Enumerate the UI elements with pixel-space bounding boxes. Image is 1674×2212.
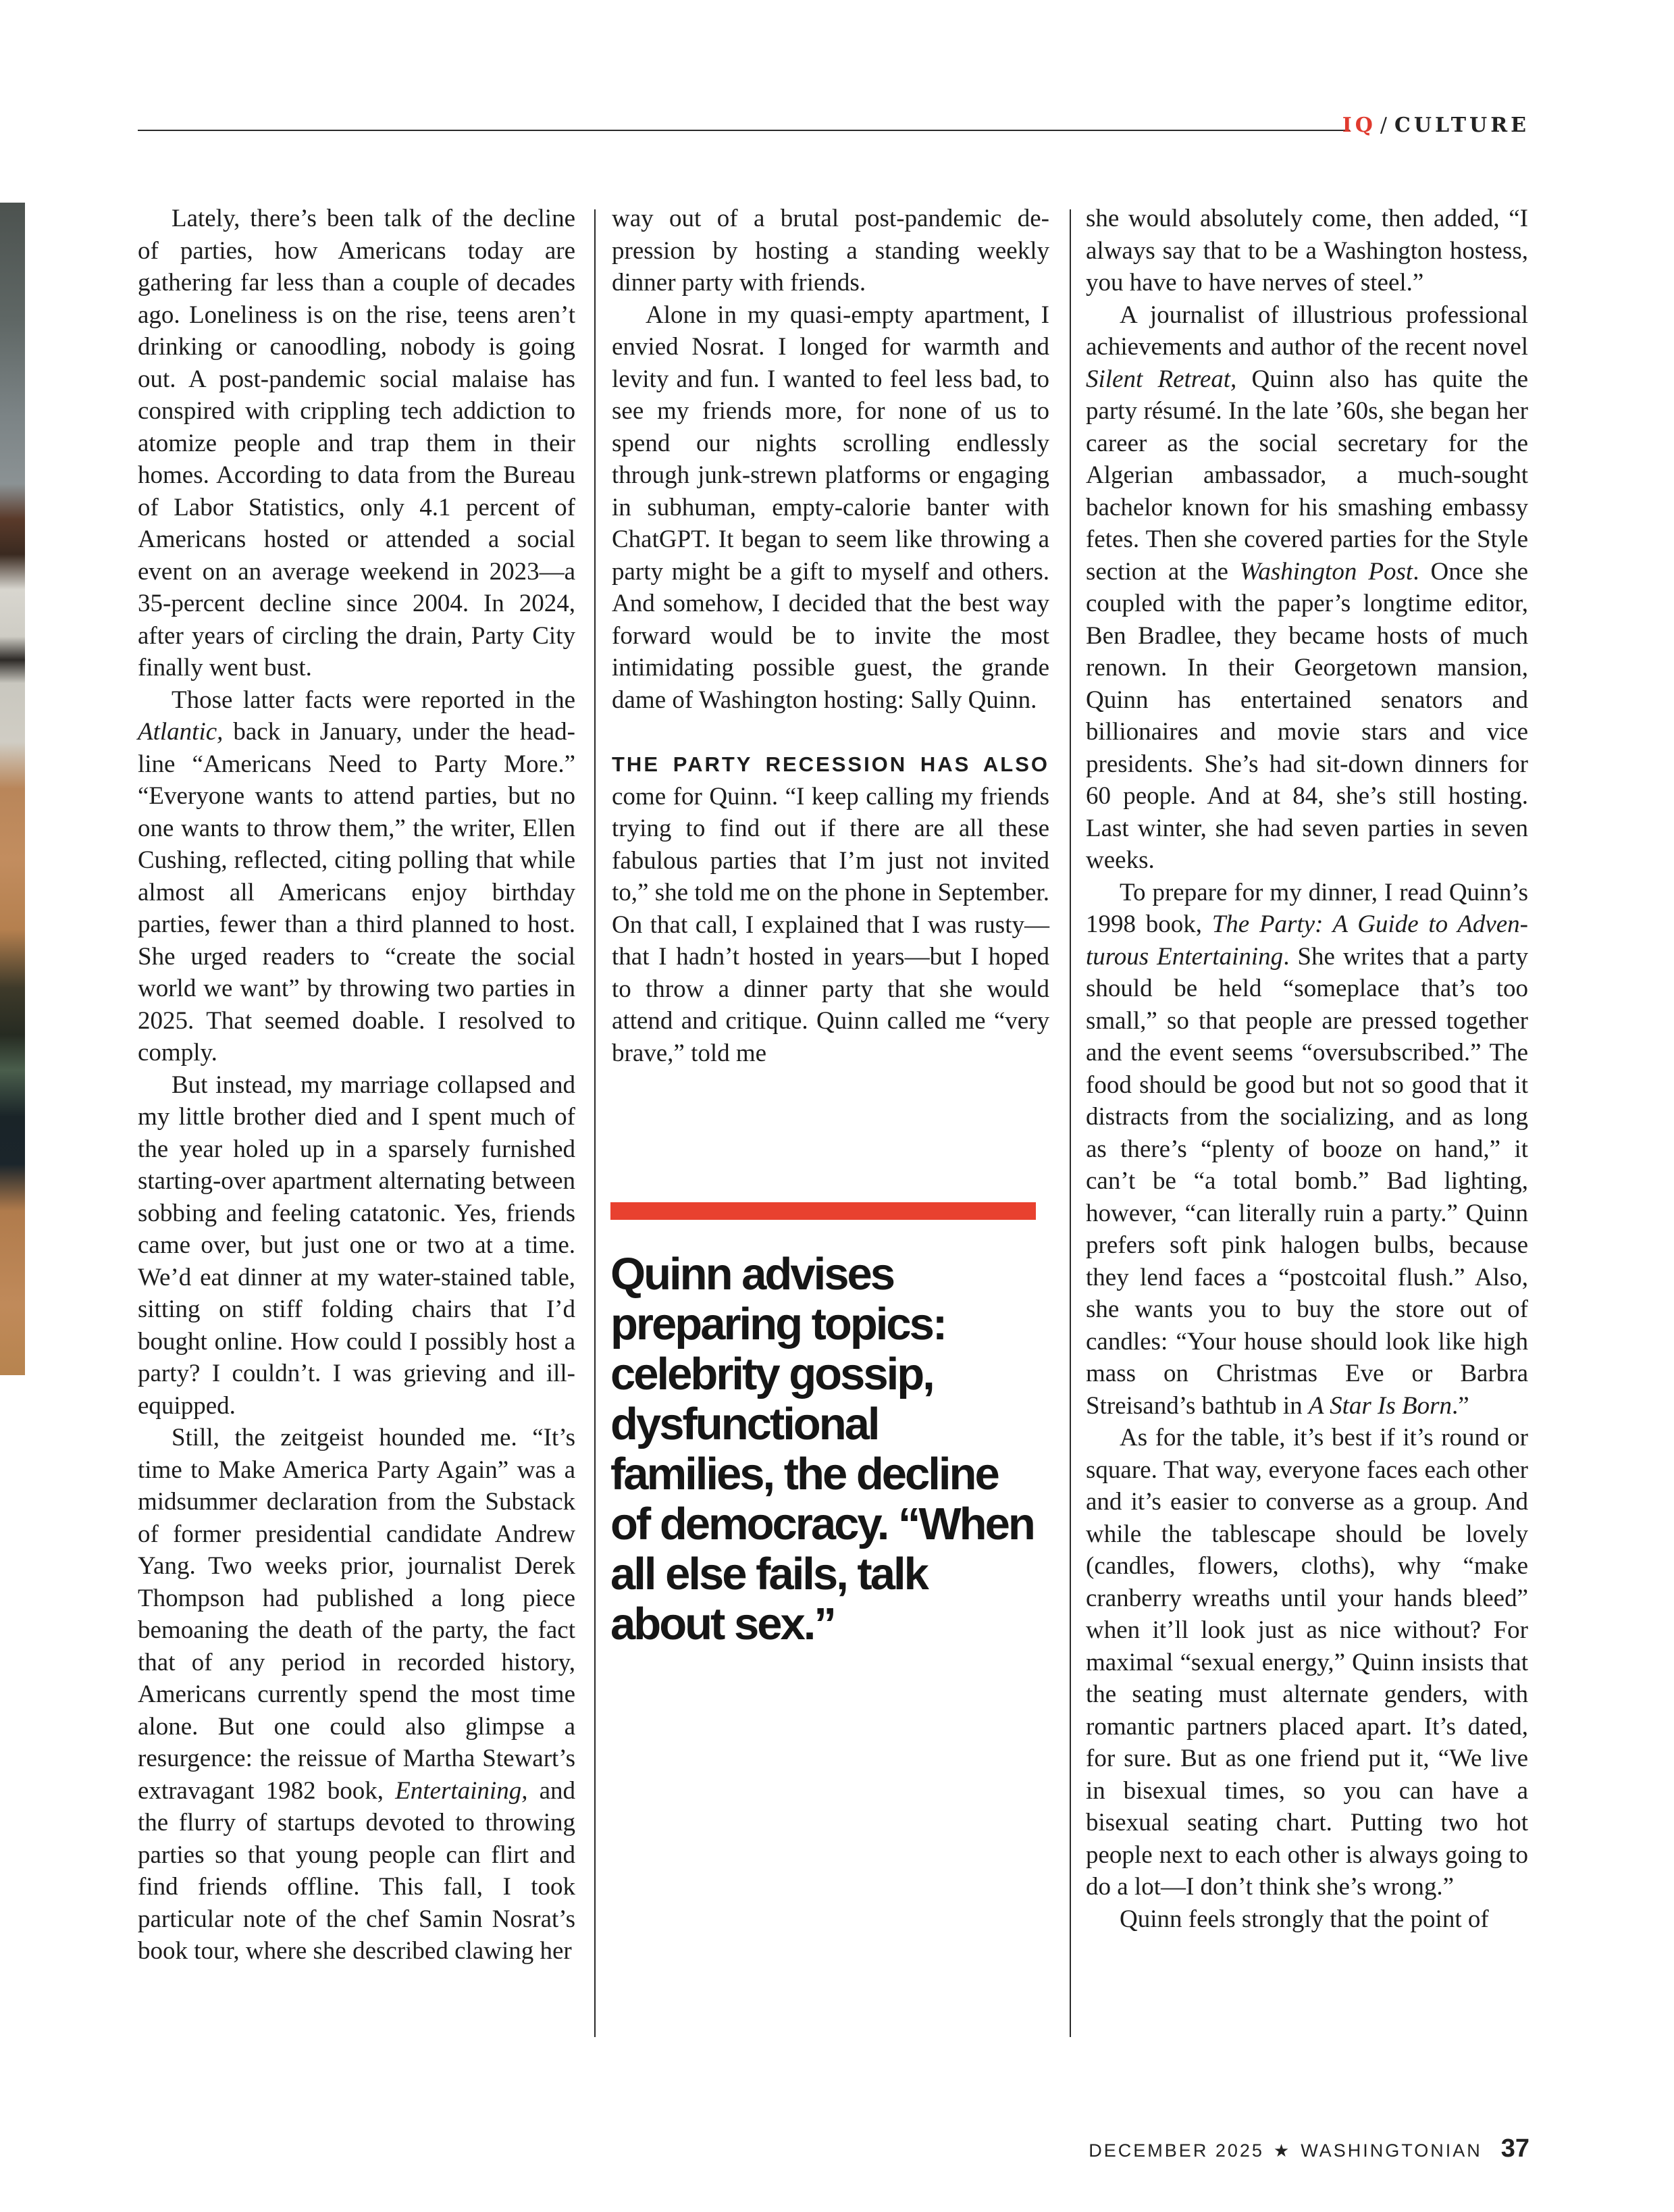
paragraph xyxy=(1086,299,1528,877)
column-1 xyxy=(138,203,575,1967)
pull-quote-accent-bar xyxy=(610,1202,1036,1220)
text: back in January, under the headline “Americans Need to Party More.” “Everyone wants to attend parties, but no one wants to throw them,” the writer, Ellen Cushing, reflected, citing polling that while almost all Americans enjoy birthday parties, fewer than a third planned to host. She urged readers to “create the social world we want” by throwing two parties in 2025. That seemed doable. I resolved to comply. xyxy=(138,718,575,1066)
photo-edge xyxy=(0,203,25,1375)
section-break xyxy=(612,716,1049,748)
text: .” xyxy=(1452,1391,1469,1420)
column-3 xyxy=(1086,203,1528,1935)
running-head xyxy=(138,108,1529,135)
folio xyxy=(1089,2134,1529,2163)
text: . She writes that a party should be held “someplace that’s too small,” so that people are pressed together and the event seems “oversubscribed.” The food should be good but not so good that it distracts from the socializing, and as long as there’s “plenty of booze on hand,” it can’t be “a total bomb.” Bad lighting, however, “can literally ruin a party.” Quinn prefers soft pink halogen bulbs, because they lend faces a “postcoital flush.” Also, she wants you to buy the store out of candles: “Your house should look like high mass on Christmas Eve or Barbra Streisand’s bathtub in xyxy=(1086,942,1528,1420)
text: . Once she coupled with the paper’s longtime editor, Ben Bradlee, they became hosts of much renown. In their Georgetown mansion, Quinn has entertained senators and billionaires and movie stars and vice presidents. She’s had sit-down dinners for 60 people. And at 84, she’s still hosting. Last winter, she had seven parties in seven weeks. xyxy=(1086,557,1528,874)
section-label xyxy=(1342,113,1529,137)
text: and the flurry of startups devoted to throwing parties so that young people can flirt and find friends offline. This fall, I took particular note of the chef Samin Nosrat’s book tour, where she described clawing her xyxy=(138,1776,575,1965)
paragraph xyxy=(612,748,1049,1069)
text: A journalist of illustrious professional achievements and author of the recent novel xyxy=(1086,301,1528,361)
pull-quote: Quinn advises preparing topics: celebrity gossip, dysfunctional families, the decline of democracy. “When all else fails, talk about sex.” xyxy=(610,1249,1034,1649)
publication-name: WASHINGTONIAN xyxy=(1301,2140,1482,2161)
paragraph xyxy=(1086,877,1528,1422)
text: Still, the zeitgeist hounded me. “It’s time to Make America Party Again” was a midsummer declaration from the Substack of former presidential candidate Andrew Yang. Two weeks prior, journalist Derek Thompson had published a long piece bemoaning the death of the party, the fact that of any period in recorded history, Americans currently spend the most time alone. But one could also glimpse a resurgence: the reissue of Martha Stewart’s extravagant 1982 book, xyxy=(138,1424,575,1805)
publication-title: Washington Post xyxy=(1239,557,1413,586)
header-rule xyxy=(138,130,1350,131)
paragraph: But instead, my marriage collapsed and my little brother died and I spent much of the year holed up in a sparsely furnished starting-over apartment alternating between sobbing and feeling catatonic. Yes, friends came over, but just one or two at a time. We’d eat dinner at my water-stained table, sitting on stiff folding chairs that I’d bought online. How could I possibly host a party? I couldn’t. I was grieving and ill-equipped. xyxy=(138,1071,575,1420)
paragraph xyxy=(138,684,575,1069)
column-2 xyxy=(612,203,1049,1069)
section-name: CULTURE xyxy=(1394,113,1529,137)
book-title: The Party: A Guide to Adventurous Entertaining xyxy=(1086,910,1528,971)
book-title: Silent Retreat, xyxy=(1086,365,1237,393)
film-title: A Star Is Born xyxy=(1308,1391,1452,1420)
paragraph: she would absolutely come, then added, “I always say that to be a Washington hostess, you have to have nerves of steel.” xyxy=(1086,205,1528,297)
paragraph xyxy=(138,1422,575,1967)
paragraph: Lately, there’s been talk of the decline of parties, how Americans today are gathering far less than a couple of decades ago. Loneliness is on the rise, teens aren’t drinking or canoodling, nobody is going out. A post-pandemic social malaise has conspired with crippling tech addiction to atomize people and trap them in their homes. According to data from the Bureau of Labor Statistics, only 4.1 percent of Americans hosted or attended a social event on an average weekend in 2023—a 35-percent decline since 2004. In 2024, after years of circling the drain, Party City finally went bust. xyxy=(138,205,575,681)
text: To prepare for my dinner, I read Quinn’s 1998 book, xyxy=(1086,878,1528,938)
paragraph: Alone in my quasi-empty apartment, I envied Nosrat. I longed for warmth and levity and fun. I wanted to feel less bad, to see my friends more, for none of us to spend our nights scrolling endlessly through junk-strewn platforms or engaging in subhuman, empty-calorie banter with ChatGPT. It began to seem like throwing a party might be a gift to myself and others. And somehow, I decided that the best way forward would be to invite the most intimidating possible guest, the grande dame of Washington hosting: Sally Quinn. xyxy=(612,301,1049,714)
book-title: Entertaining, xyxy=(395,1776,528,1805)
star-icon: ★ xyxy=(1273,2140,1292,2161)
text: Those latter facts were reported in the xyxy=(172,686,575,714)
column-rule xyxy=(1070,209,1071,2037)
text: Quinn also has quite the party résumé. In the late ’60s, she began her career as the social secretary for the Algerian ambassador, a much-sought bachelor known for his smashing embassy fetes. Then she covered parties for the Style section at the xyxy=(1086,365,1529,586)
issue-date: DECEMBER 2025 xyxy=(1089,2140,1264,2161)
paragraph: As for the table, it’s best if it’s round or square. That way, everyone faces each other and it’s easier to converse as a group. And while the tablescape should be lovely (candles, flowers, cloths), why “make cranberry wreaths until your hands bleed” when it’ll look just as nice without? For maximal “sexual energy,” Quinn insists that the seating must alternate genders, with romantic partners placed apart. It’s dated, for sure. But as one friend put it, “We live in bisexual times, so you can have a bisexual seating chart. Putting two hot people next to each other is always going to do a lot—I don’t think she’s wrong.” xyxy=(1086,1424,1528,1901)
section-separator: / xyxy=(1380,113,1391,137)
page-number: 37 xyxy=(1500,2134,1529,2163)
paragraph: way out of a brutal post-pandemic depression by hosting a standing weekly dinner party with friends. xyxy=(612,205,1049,297)
section-lead-in: THE PARTY RECESSION HAS ALSO xyxy=(612,752,1049,776)
publication-title: Atlantic, xyxy=(138,718,224,746)
section-prefix: IQ xyxy=(1342,113,1376,137)
paragraph: Quinn feels strongly that the point of xyxy=(1120,1905,1489,1933)
text: come for Quinn. “I keep calling my friends trying to find out if there are all these fabulous parties that I’m just not invited to,” she told me on the phone in September. On that call, I explained that I was rusty—that I hadn’t hosted in years—but I hoped to throw a dinner party that she would attend and critique. Quinn called me “very brave,” told me xyxy=(612,782,1049,1067)
column-rule xyxy=(594,209,596,2037)
